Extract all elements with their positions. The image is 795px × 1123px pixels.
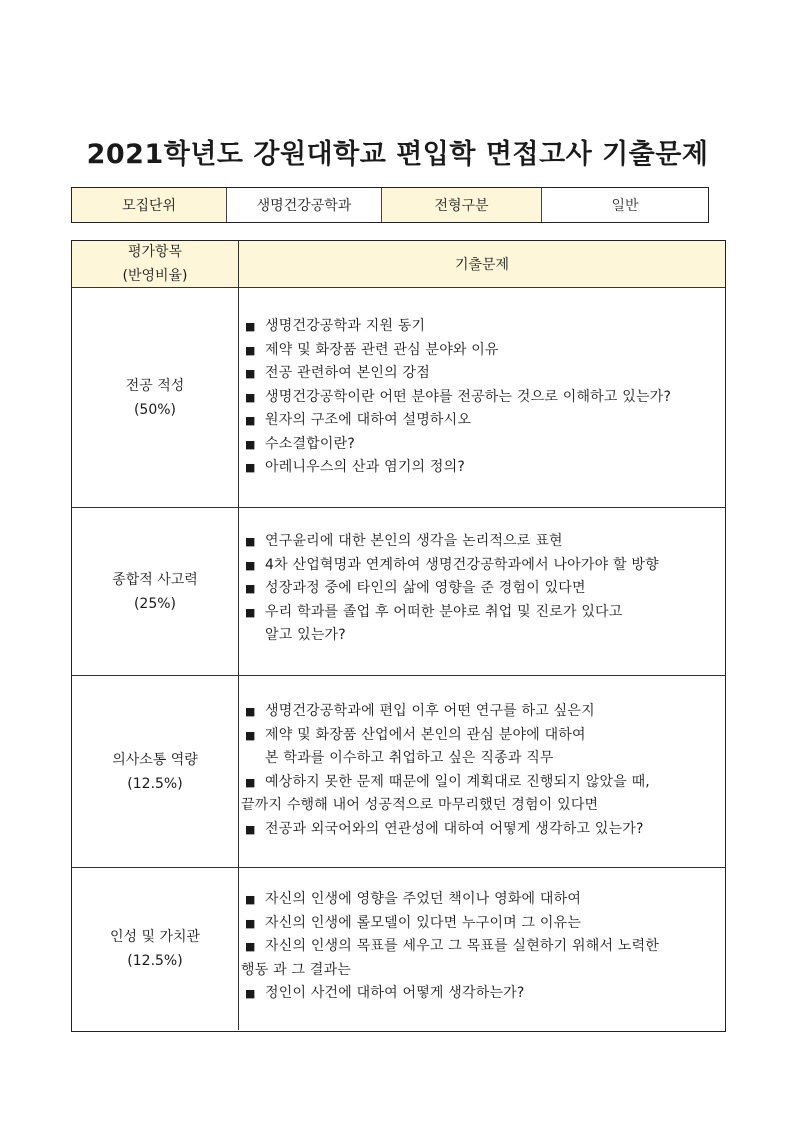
square-bullet-icon: ■ xyxy=(245,390,256,404)
category-ratio: (12.5%) xyxy=(127,953,183,969)
square-bullet-icon: ■ xyxy=(245,535,256,548)
questions-cell xyxy=(239,868,725,1030)
category-ratio: (12.5%) xyxy=(127,775,183,792)
category-ratio: (25%) xyxy=(133,595,177,612)
question-item: ■ 자신의 인생에 영향을 주었던 책이나 영화에 대하여 xyxy=(245,888,723,912)
question-item-continuation: 알고 있는가? xyxy=(265,627,346,643)
question-item: ■ 전공 관련하여 본인의 강점 xyxy=(245,362,723,386)
header-category-cell xyxy=(72,241,239,287)
page-title: 2021학년도 강원대학교 편입학 면접고사 기출문제 xyxy=(86,139,709,170)
category-name: 전공 적성 xyxy=(125,377,185,394)
square-bullet-icon: ■ xyxy=(245,822,256,836)
square-bullet-icon: ■ xyxy=(245,343,256,357)
category-name: 의사소통 역량 xyxy=(112,751,198,768)
square-bullet-icon: ■ xyxy=(245,461,256,474)
category-name: 인성 및 가치관 xyxy=(109,929,201,945)
square-bullet-icon: ■ xyxy=(245,987,256,1000)
type-label: 전형구분 xyxy=(382,188,542,222)
question-item: ■ 4차 산업혁명과 연계하여 생명건강공학과에서 나아가야 할 방향 xyxy=(245,554,723,578)
question-item: ■ 전공과 외국어와의 연관성에 대하여 어떻게 생각하고 있는가? xyxy=(245,818,723,842)
table-row xyxy=(72,868,725,1030)
square-bullet-icon: ■ xyxy=(245,367,256,380)
square-bullet-icon: ■ xyxy=(245,437,256,451)
category-cell xyxy=(72,508,239,675)
header-category-label: 평가항목 xyxy=(127,244,183,260)
question-item: ■ 제약 및 화장품 관련 관심 분야와 이유 xyxy=(245,339,723,363)
question-item: ■ 제약 및 화장품 산업에서 본인의 관심 분야에 대하여 xyxy=(245,724,723,748)
square-bullet-icon: ■ xyxy=(245,582,256,595)
questions-cell xyxy=(239,508,725,675)
table-row xyxy=(72,288,725,508)
question-item: ■ 예상하지 못한 문제 때문에 일이 계획대로 진행되지 않았을 때, xyxy=(245,771,723,795)
question-item: ■ 성장과정 중에 타인의 삶에 영향을 준 경험이 있다면 xyxy=(245,577,723,601)
table-row xyxy=(72,676,725,868)
category-cell xyxy=(72,868,239,1030)
square-bullet-icon: ■ xyxy=(245,916,256,930)
type-value: 일반 xyxy=(611,198,639,214)
question-item: ■ 원자의 구조에 대하여 설명하시오 xyxy=(245,409,723,433)
questions-cell xyxy=(239,676,725,867)
category-cell xyxy=(72,288,239,507)
question-item-continuation: 행동 과 그 결과는 xyxy=(241,961,352,978)
header-questions-cell xyxy=(239,241,725,287)
category-name: 종합적 사고력 xyxy=(112,571,198,588)
question-item: ■ 우리 학과를 졸업 후 어떠한 분야로 취업 및 진로가 있다고 xyxy=(245,601,723,625)
question-item: ■ 생명건강공학과에 편입 이후 어떤 연구를 하고 싶은지 xyxy=(245,700,723,724)
square-bullet-icon: ■ xyxy=(245,940,256,953)
header-questions-label: 기출문제 xyxy=(454,257,510,273)
square-bullet-icon: ■ xyxy=(245,605,256,619)
table-header-row xyxy=(72,241,725,288)
header-ratio-label: (반영비율) xyxy=(122,268,188,284)
square-bullet-icon: ■ xyxy=(245,705,256,718)
category-cell xyxy=(72,676,239,867)
question-item: ■ 생명건강공학이란 어떤 분야를 전공하는 것으로 이해하고 있는가? xyxy=(245,386,723,410)
square-bullet-icon: ■ xyxy=(245,414,256,427)
unit-value: 생명건강공학과 xyxy=(227,188,382,222)
square-bullet-icon: ■ xyxy=(245,320,256,333)
table-row xyxy=(72,508,725,676)
square-bullet-icon: ■ xyxy=(245,775,256,789)
info-table xyxy=(71,187,709,223)
question-item: ■ 연구윤리에 대한 본인의 생각을 논리적으로 표현 xyxy=(245,530,723,554)
square-bullet-icon: ■ xyxy=(245,728,256,742)
question-item: ■ 수소결합이란? xyxy=(245,433,723,457)
question-item: ■ 아레니우스의 산과 염기의 정의? xyxy=(245,456,723,480)
question-item: ■ 자신의 인생의 목표를 세우고 그 목표를 실현하기 위해서 노력한 xyxy=(245,935,723,959)
question-item-continuation: 본 학과를 이수하고 취업하고 싶은 직종과 직무 xyxy=(265,750,554,766)
questions-cell xyxy=(239,288,725,507)
question-item-continuation: 끝까지 수행해 내어 성공적으로 마무리했던 경험이 있다면 xyxy=(241,797,599,813)
category-ratio: (50%) xyxy=(133,401,177,418)
square-bullet-icon: ■ xyxy=(245,893,256,906)
question-item: ■ 생명건강공학과 지원 동기 xyxy=(245,315,723,339)
unit-label: 모집단위 xyxy=(72,188,227,222)
question-item: ■ 정인이 사건에 대하여 어떻게 생각하는가? xyxy=(245,982,723,1006)
questions-table xyxy=(71,240,726,1032)
square-bullet-icon: ■ xyxy=(245,558,256,572)
question-item: ■ 자신의 인생에 롤모델이 있다면 누구이며 그 이유는 xyxy=(245,912,723,936)
